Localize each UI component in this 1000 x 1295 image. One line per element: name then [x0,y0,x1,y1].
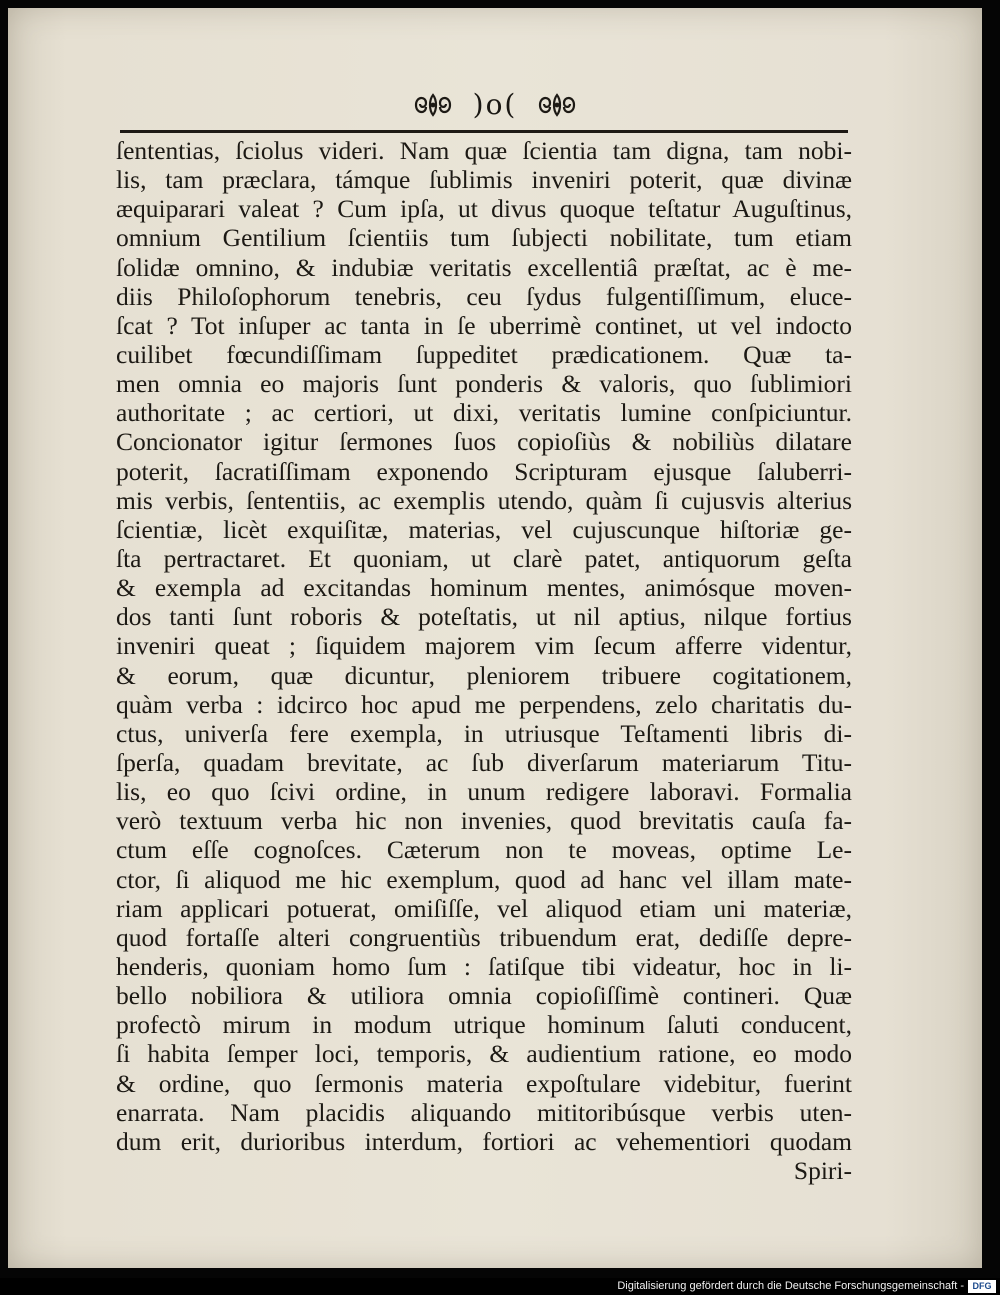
text-line: riam applicari potuerat, omiſiſſe, vel aliquod etiam uni materiæ, [116,893,852,923]
text-line: enarrata. Nam placidis aliquando mititoribúsque verbis uten- [116,1097,852,1127]
text-line: ſcat ? Tot inſuper ac tanta in ſe uberrimè continet, ut vel indocto [116,310,852,340]
text-line: ſi habita ſemper loci, temporis, & audientium ratione, eo modo [116,1039,852,1069]
text-line: authoritate ; ac certiori, ut dixi, veritatis lumine conſpiciuntur. [116,398,852,428]
dfg-logo-icon: DFG [968,1280,996,1293]
text-line: men omnia eo majoris ſunt ponderis & valoris, quo ſublimiori [116,369,852,399]
text-line: cuilibet fœcundiſſimam ſuppeditet prædicationem. Quæ ta- [116,339,852,369]
text-line: lis, eo quo ſcivi ordine, in unum redigere laboravi. Formalia [116,777,852,807]
book-page [8,8,982,1268]
text-line: quod fortaſſe alteri congruentiùs tribuendum erat, dediſſe depre- [116,922,852,952]
text-line: verò textuum verba hic non invenies, quod brevitatis cauſa fa- [116,806,852,836]
digitization-footer [0,1278,1000,1295]
text-line: ſententias, ſciolus videri. Nam quæ ſcientia tam digna, tam nobi- [116,136,852,165]
text-line: & ordine, quo ſermonis materia expoſtulare videbitur, fuerint [116,1068,852,1098]
text-line: diis Philoſophorum tenebris, ceu ſydus fulgentiſſimum, eluce- [116,281,852,311]
text-line: ctum eſſe cognoſces. Cæterum non te moveas, optime Le- [116,835,852,865]
text-line: ſperſa, quadam brevitate, ac ſub diverſarum materiarum Titu- [116,747,852,777]
text-line: quàm verba : idcirco hoc apud me perpendens, zelo charitatis du- [116,689,852,719]
text-line: ctus, univerſa fere exempla, in utriusque Teſtamenti libris di- [116,718,852,748]
text-line: henderis, quoniam homo ſum : ſatiſque tibi videatur, hoc in li- [116,951,852,981]
text-line: dos tanti ſunt roboris & poteſtatis, ut nil aptius, nilque fortius [116,602,852,632]
text-line: lis, tam præclara, támque ſublimis inveniri poterit, quæ divinæ [116,165,852,195]
header-rule [120,130,848,133]
right-ornament-icon [536,92,578,118]
catchword: Spiri- [793,1155,852,1185]
text-line: omnium Gentilium ſcientiis tum ſubjecti nobilitate, tum etiam [116,223,852,253]
text-line: ſolidæ omnino, & indubiæ veritatis excellentiâ præſtat, ac è me- [116,252,852,282]
text-line: ctor, ſi aliquod me hic exemplum, quod ad hanc vel illam mate- [116,864,852,894]
page-header [8,88,982,128]
text-line: æquiparari valeat ? Cum ipſa, ut divus quoque teſtatur Auguſtinus, [116,194,852,224]
left-ornament-icon [412,92,454,118]
text-line: inveniri queat ; ſiquidem majorem vim ſecum afferre videntur, [116,631,852,661]
footer-credit: Digitalisierung gefördert durch die Deutsche Forschungsgemeinschaft - [617,1280,964,1292]
text-line: bello nobiliora & utiliora omnia copioſiſſimè contineri. Quæ [116,981,852,1011]
text-line: & exempla ad excitandas hominum mentes, animósque moven- [116,573,852,603]
text-line: ſcientiæ, licèt exquiſitæ, materias, vel cujuscunque hiſtoriæ ge- [116,514,852,544]
page-mark: )o( [472,88,518,121]
text-line: dum erit, durioribus interdum, fortiori ac vehementiori quodam [116,1126,852,1156]
body-text [116,136,852,1185]
text-line: profectò mirum in modum utrique hominum ſaluti conducent, [116,1010,852,1040]
text-line: poterit, ſacratiſſimam exponendo Scripturam ejusque ſaluberri- [116,456,852,486]
text-line: & eorum, quæ dicuntur, pleniorem tribuere cogitationem, [116,660,852,690]
text-line: Concionator igitur ſermones ſuos copioſiùs & nobiliùs dilatare [116,427,852,457]
text-line: mis verbis, ſententiis, ac exemplis utendo, quàm ſi cujusvis alterius [116,485,852,515]
text-line: ſta pertractaret. Et quoniam, ut clarè patet, antiquorum geſta [116,543,852,573]
